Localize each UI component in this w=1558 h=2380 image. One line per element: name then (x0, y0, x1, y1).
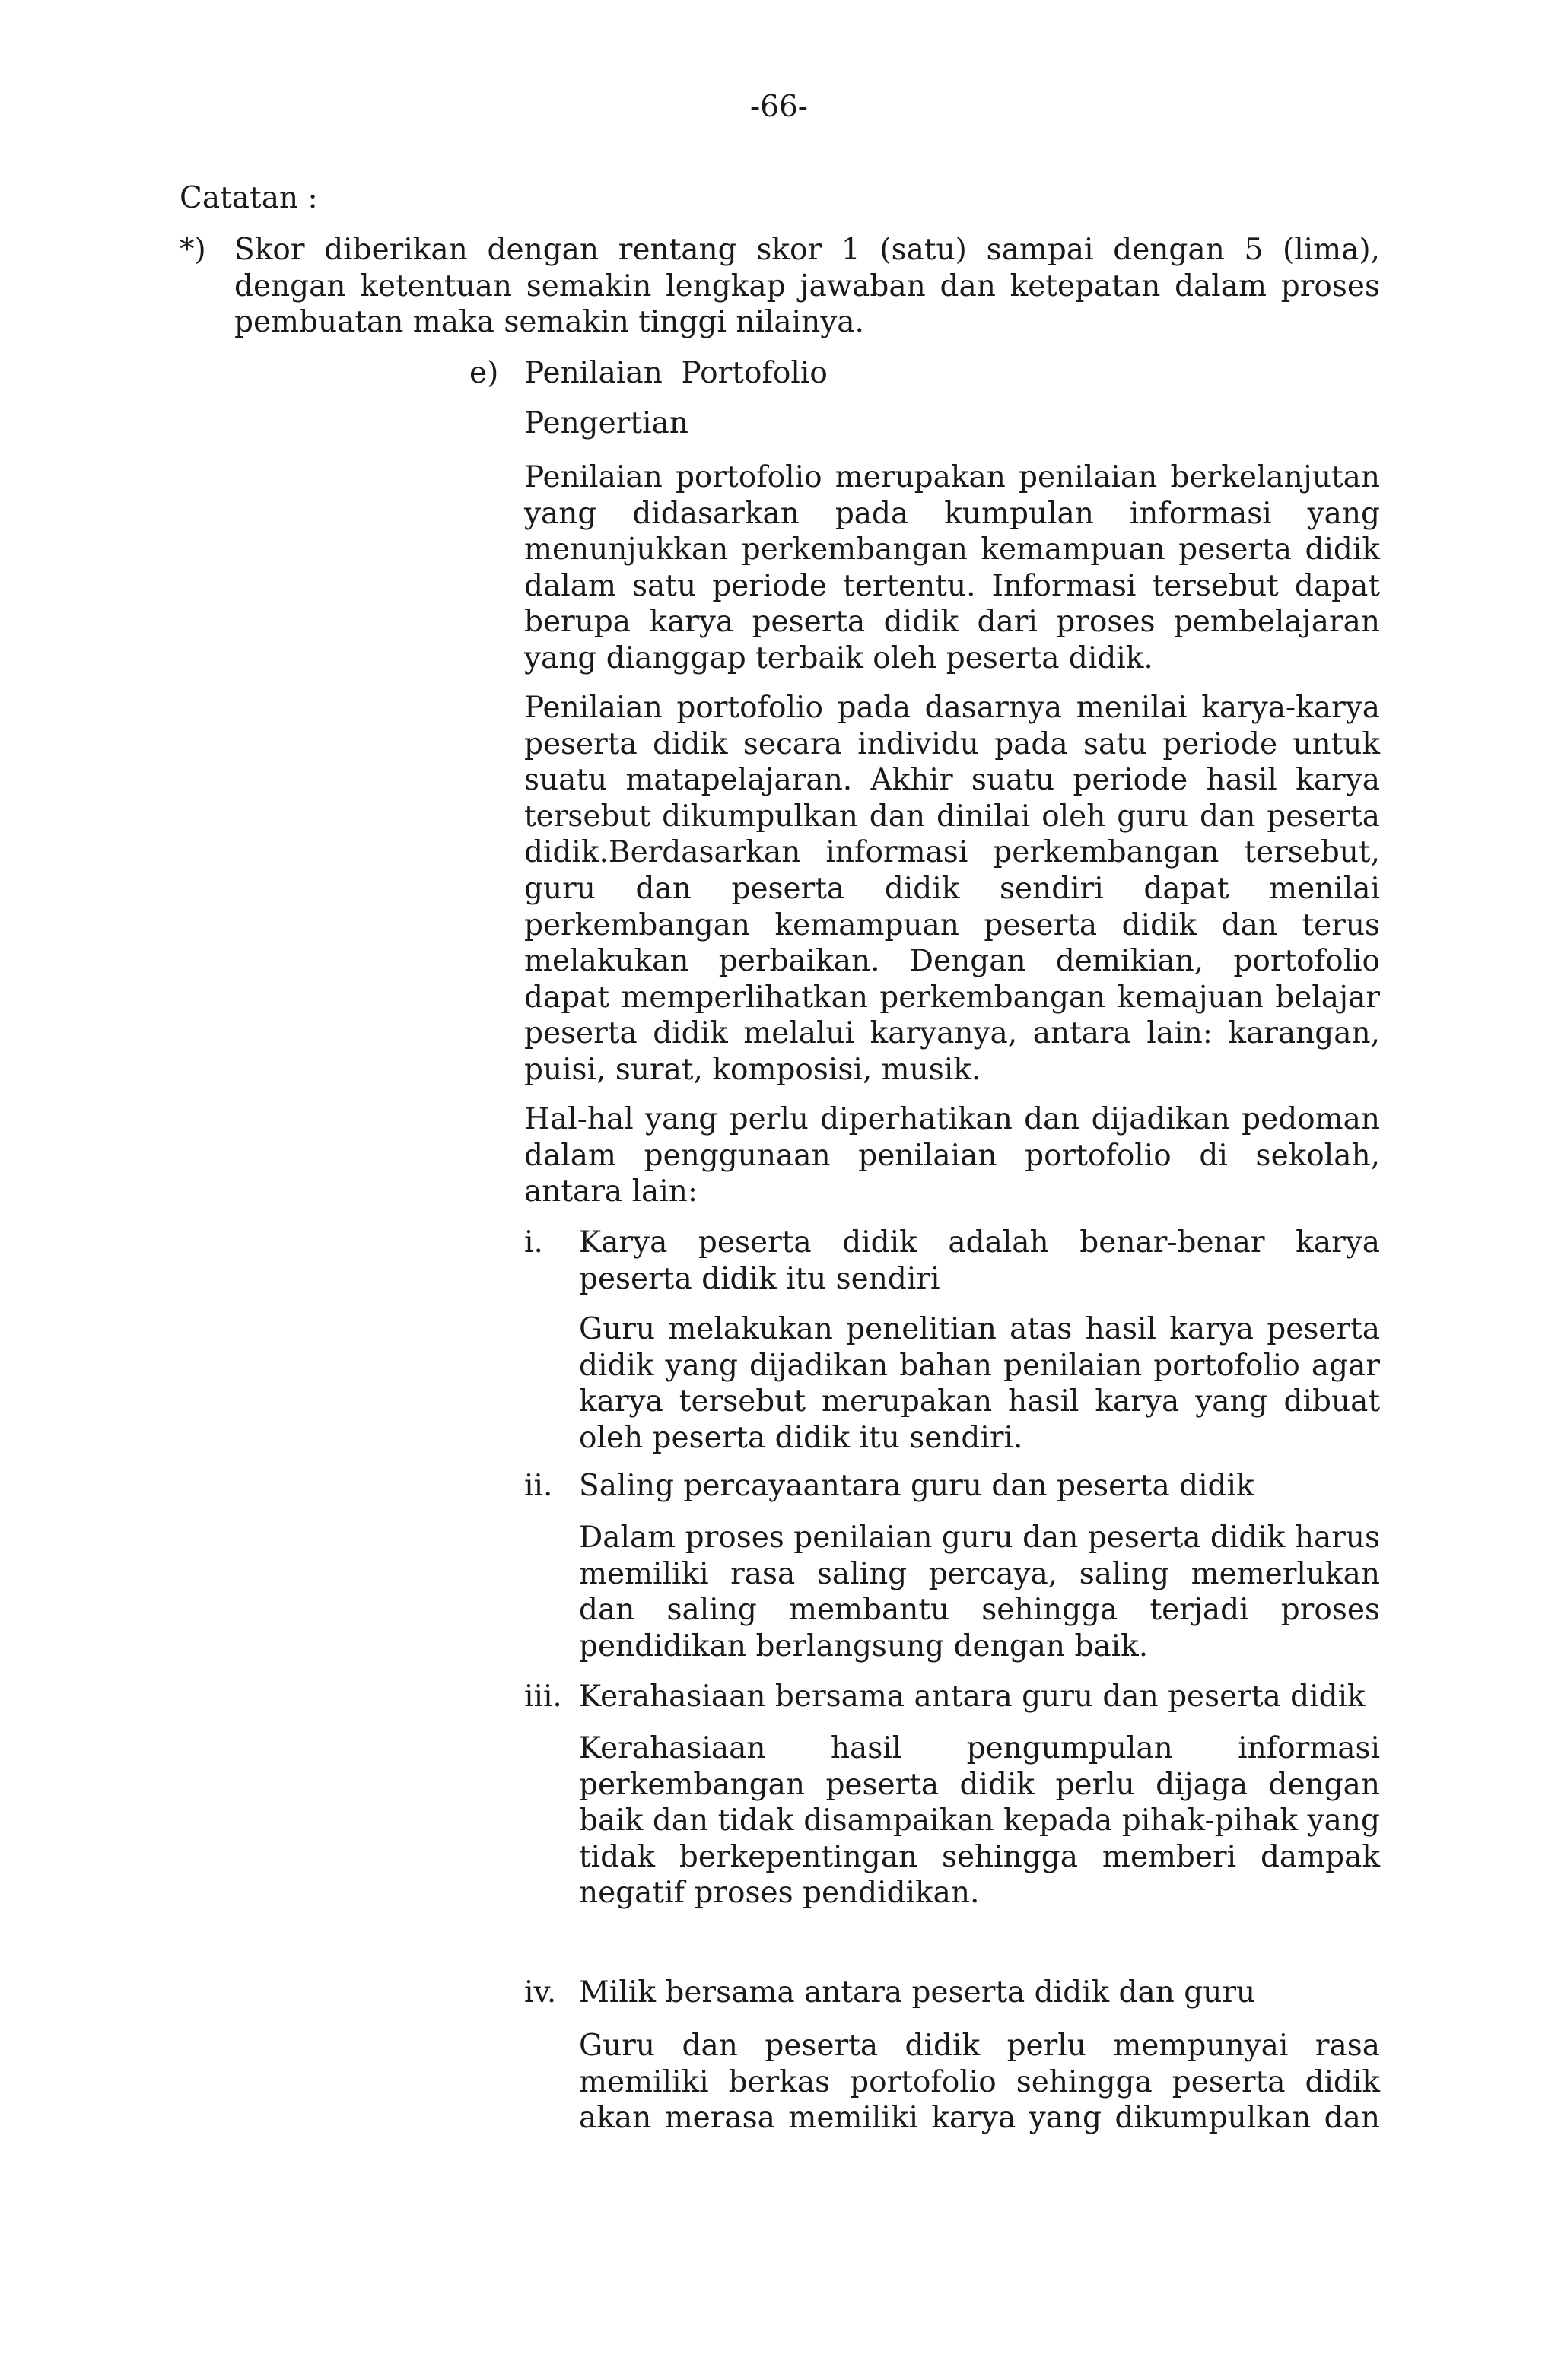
page-number: -66- (750, 90, 808, 124)
list-item-body: Kerahasiaan hasil pengumpulan informasi perkembangan peserta didik perlu dijaga dengan baik dan tidak disampaikan kepada pihak-pihak yang tidak berkepentingan sehingga memberi dampak negatif proses pendidikan. (579, 1731, 1380, 1911)
note-marker: *) (180, 233, 206, 267)
list-item-marker: iii. (524, 1679, 562, 1714)
section-title: Penilaian Portofolio (524, 356, 828, 390)
list-item-marker: iv. (524, 1975, 557, 2010)
paragraph-definition: Penilaian portofolio merupakan penilaian berkelanjutan yang didasarkan pada kumpulan informasi yang menunjukkan perkembangan kemampuan peserta didik dalam satu periode tertentu. Informasi tersebut dapat berupa karya peserta didik dari proses pembelajaran yang dianggap terbaik oleh peserta didik. (524, 460, 1380, 675)
list-item-title: Saling percayaantara guru dan peserta didik (579, 1469, 1254, 1503)
note-label: Catatan : (180, 181, 318, 215)
paragraph-assessment: Penilaian portofolio pada dasarnya menilai karya-karya peserta didik secara individu pada satu periode untuk suatu matapelajaran. Akhir suatu periode hasil karya tersebut dikumpulkan dan dinilai oleh guru dan peserta didik.Berdasarkan informasi perkembangan tersebut, guru dan peserta didik sendiri dapat menilai perkembangan kemampuan peserta didik dan terus melakukan perbaikan. Dengan demikian, portofolio dapat memperlihatkan perkembangan kemajuan belajar peserta didik melalui karyanya, antara lain: karangan, puisi, surat, komposisi, musik. (524, 691, 1380, 1087)
section-marker: e) (469, 356, 499, 390)
list-item-marker: i. (524, 1225, 543, 1260)
list-item-marker: ii. (524, 1469, 553, 1503)
note-text: Skor diberikan dengan rentang skor 1 (satu) sampai dengan 5 (lima), dengan ketentuan semakin lengkap jawaban dan ketepatan dalam proses pembuatan maka semakin tinggi nilainya. (234, 233, 1380, 340)
sub-heading: Pengertian (524, 406, 688, 440)
list-item-title: Milik bersama antara peserta didik dan guru (579, 1975, 1256, 2010)
list-item-body: Guru melakukan penelitian atas hasil karya peserta didik yang dijadikan bahan penilaian portofolio agar karya tersebut merupakan hasil karya yang dibuat oleh peserta didik itu sendiri. (579, 1312, 1380, 1455)
list-item-body: Dalam proses penilaian guru dan peserta didik harus memiliki rasa saling percaya, saling memerlukan dan saling membantu sehingga terjadi proses pendidikan berlangsung dengan baik. (579, 1520, 1380, 1663)
paragraph-guidelines-intro: Hal-hal yang perlu diperhatikan dan dijadikan pedoman dalam penggunaan penilaian portofolio di sekolah, antara lain: (524, 1102, 1380, 1209)
list-item-title: Kerahasiaan bersama antara guru dan peserta didik (579, 1679, 1366, 1714)
list-item-title: Karya peserta didik adalah benar-benar karya peserta didik itu sendiri (579, 1225, 1380, 1296)
list-item-body: Guru dan peserta didik perlu mempunyai rasa memiliki berkas portofolio sehingga peserta didik akan merasa memiliki karya yang dikumpulkan dan (579, 2029, 1380, 2136)
